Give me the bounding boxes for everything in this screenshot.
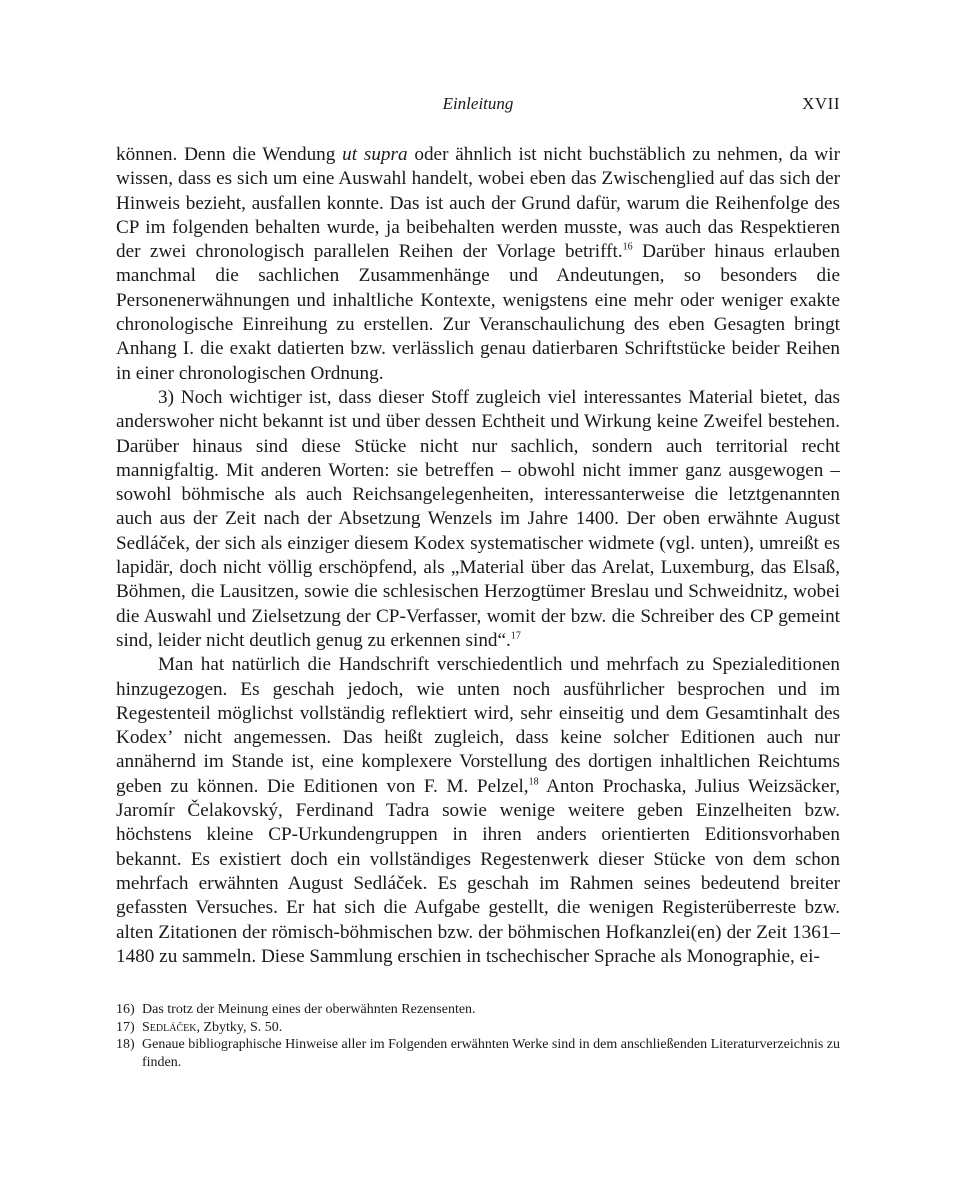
paragraph-1-text-a: können. Denn die Wendung (116, 144, 343, 165)
paragraph-3-text-b: Anton Prochaska, Julius Weizsäcker, Jaromír Čelakovský, Ferdinand Tadra sowie wenige weitere geben Einzelheiten bzw. höchstens kleine CP-Urkundengruppen in ihren anders orientierten Editionsvorhaben bekannt. Es existiert doch ein vollständiges Regestenwerk dieser Stücke von dem schon mehrfach erwähnten August Sedláček. Es geschah im Rahmen seines bedeutend breiter gefassten Versuches. Er hat sich die Aufgabe gestellt, die wenigen Registerüberreste bzw. alten Zitationen der römisch-böhmischen bzw. der böhmischen Hofkanzlei(en) der Zeit 1361–1480 zu sammeln. Diese Sammlung erschien in tschechischer Sprache als Monographie, ei- (116, 775, 840, 967)
footnote-author: Sedláček (142, 1019, 197, 1035)
footnote-ref-16[interactable]: 16 (622, 241, 633, 253)
running-title: Einleitung (442, 94, 514, 113)
italic-phrase: ut supra (342, 144, 408, 165)
footnote-16 (116, 1001, 840, 1019)
page-header (116, 94, 840, 118)
footnote-citation: , Zbytky, S. 50. (196, 1019, 283, 1035)
paragraph-3 (116, 653, 840, 969)
footnotes (116, 1001, 840, 1071)
footnote-number: 16) (116, 1002, 135, 1017)
page-number: XVII (802, 94, 840, 113)
paragraph-2-text-a: 3) Noch wichtiger ist, dass dieser Stoff zugleich viel interessantes Material bietet, das anderswoher nicht bekannt ist und über dessen Echtheit und Wirkung keine Zweifel bestehen. Darüber hinaus sind diese Stücke nicht nur sachlich, sondern auch territorial recht mannigfaltig. Mit anderen Worten: sie betreffen – obwohl nicht immer ganz ausgewogen – sowohl böhmische als auch Reichsangelegenheiten, interessanterweise die letztgenannten auch aus der Zeit nach der Absetzung Wenzels im Jahre 1400. Der oben erwähnte August Sedláček, der sich als einziger diesem Kodex systematischer widmete (vgl. unten), umreißt es lapidär, doch nicht völlig erschöpfend, als „Material über das Arelat, Luxemburg, das Elsaß, Böhmen, die Lausitzen, sowie die schlesischen Herzogtümer Breslau und Schweidnitz, wobei die Auswahl und Zielsetzung der CP-Verfasser, womit der bzw. die Schreiber des CP gemeint sind, leider nicht deutlich genug zu erkennen sind“. (116, 386, 840, 651)
paragraph-1 (116, 143, 840, 386)
footnote-18 (116, 1036, 840, 1071)
footnote-ref-18[interactable]: 18 (528, 776, 539, 788)
footnote-text (142, 1019, 840, 1037)
footnote-text: Das trotz der Meinung eines der oberwähnten Rezensenten. (142, 1002, 476, 1017)
paragraph-2 (116, 386, 840, 653)
footnote-number: 17) (116, 1019, 135, 1035)
paragraph-3-text-a: Man hat natürlich die Handschrift verschiedentlich und mehrfach zu Spezialeditionen hinzugezogen. Es geschah jedoch, wie unten noch ausführlicher besprochen und im Regestenteil möglichst vollständig reflektiert wird, sehr einseitig und dem Gesamtinhalt des Kodex’ nicht angemessen. Das heißt zugleich, dass keine solcher Editionen auch nur annähernd im Stande ist, eine komplexere Vorstellung des dortigen inhaltlichen Reichtums geben zu können. Die Editionen von F. M. Pelzel, (116, 654, 840, 797)
footnote-17 (116, 1019, 840, 1037)
footnote-text: Genaue bibliographische Hinweise aller im Folgenden erwähnten Werke sind in dem anschließenden Literaturverzeichnis zu finden. (142, 1037, 840, 1070)
paragraph-1-text-b: oder ähnlich ist nicht buchstäblich zu nehmen, da wir wissen, dass es sich um eine Auswahl handelt, wobei eben das Zwischenglied auf das sich der Hinweis bezieht, ausfallen konnte. Das ist auch der Grund dafür, warum die Reihenfolge des CP im folgenden behalten wurde, ja beibehalten werden musste, was auch das Respektieren der zwei chronologisch parallelen Reihen der Vorlage betrifft. (116, 144, 841, 263)
footnote-ref-17[interactable]: 17 (510, 630, 521, 642)
footnote-number: 18) (116, 1037, 135, 1052)
main-text (116, 143, 840, 969)
paragraph-1-text-c: Darüber hinaus erlauben manchmal die sachlichen Zusammenhänge und Andeutungen, so besonders die Personenerwähnungen und inhaltliche Kontexte, wenigstens eine mehr oder weniger exakte chronologische Einreihung zu erstellen. Zur Veranschaulichung des eben Gesagten bringt Anhang I. die exakt datierten bzw. verlässlich genau datierbaren Schriftstücke beider Reihen in einer chronologischen Ordnung. (116, 241, 840, 384)
